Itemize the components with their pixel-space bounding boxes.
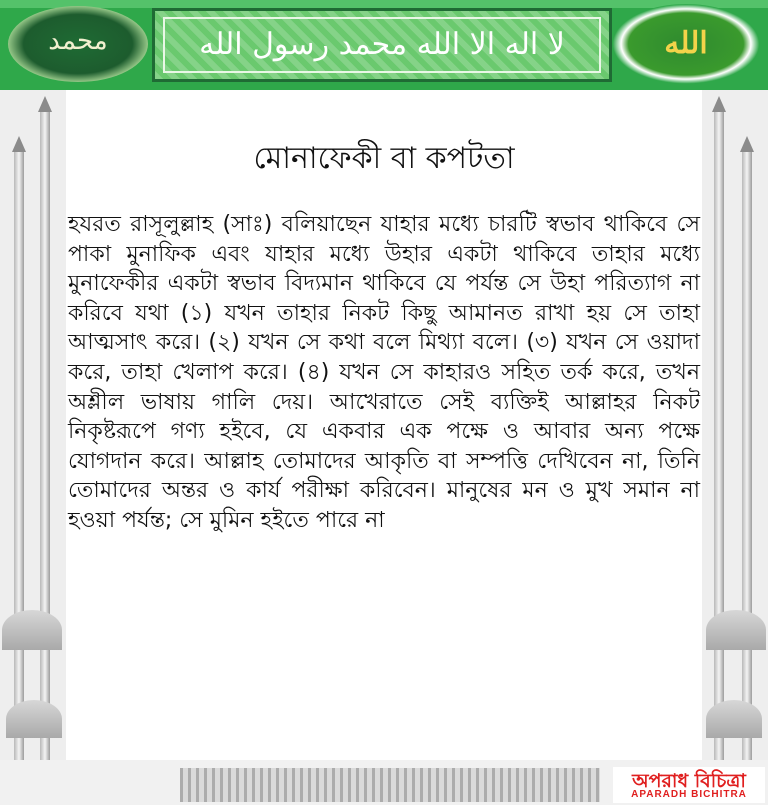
dome-icon — [2, 610, 62, 650]
minaret-icon — [742, 150, 752, 790]
brand-logo — [612, 766, 766, 804]
minaret-icon — [40, 110, 50, 790]
left-mosque-decoration — [0, 90, 66, 805]
muhammad-calligraphy-text: محمد — [48, 26, 108, 56]
dome-icon — [706, 610, 766, 650]
right-mosque-decoration — [702, 90, 768, 805]
brand-name-bengali: অপরাধ বিচিত্রা — [632, 770, 746, 792]
kalima-calligraphy-text: لا اله الا الله محمد رسول الله — [199, 27, 565, 62]
minaret-icon — [714, 110, 724, 790]
dome-icon — [6, 700, 62, 738]
kalima-calligraphy-panel — [152, 8, 612, 82]
article-title: মোনাফেকী বা কপটতা — [253, 141, 515, 176]
allah-calligraphy-text: الله — [664, 26, 708, 61]
minaret-icon — [14, 150, 24, 790]
mosque-skyline-icon — [180, 768, 600, 802]
brand-name-english: APARADH BICHITRA — [631, 789, 747, 800]
muhammad-calligraphy-emblem — [8, 6, 148, 82]
banner-highlight — [0, 0, 768, 8]
allah-calligraphy-emblem — [612, 4, 760, 84]
header-banner — [0, 0, 768, 90]
dome-icon — [706, 700, 762, 738]
article-body: হযরত রাসূলুল্লাহ (সাঃ) বলিয়াছেন যাহার মধ্যে চারটি স্বভাব থাকিবে সে পাকা মুনাফিক এবং যাহার মধ্যে উহার একটা থাকিবে তাহার মধ্যে মুনাফেকীর একটা স্বভাব বিদ্যমান থাকিবে যে পর্যন্ত সে উহা পরিত্যাগ না করিবে যথা (১) যখন তাহার নিকট কিছু আমানত রাখা হয় সে তাহা আত্মসাৎ করে। (২) যখন সে কথা বলে মিথ্যা বলে। (৩) যখন সে ওয়াদা করে, তাহা খেলাপ করে। (৪) যখন সে কাহারও সহিত তর্ক করে, তখন অশ্লীল ভাষায় গালি দেয়। আখেরাতে সেই ব্যক্তিই আল্লাহর নিকট নিকৃষ্টরূপে গণ্য হইবে, যে একবার এক পক্ষে ও আবার অন্য পক্ষে যোগদান করে। আল্লাহ তোমাদের আকৃতি বা সম্পত্তি দেখিবেন না, তিনি তোমাদের অন্তর ও কার্য পরীক্ষা করিবেন। মানুষের মন ও মুখ সমান না হওয়া পর্যন্ত; সে মুমিন হইতে পারে না — [68, 212, 700, 533]
